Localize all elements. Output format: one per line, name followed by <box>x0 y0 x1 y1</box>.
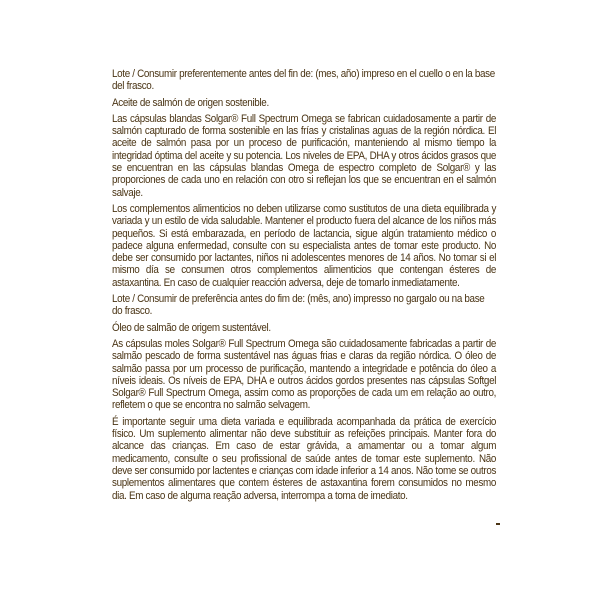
es-lot-note: Lote / Consumir preferentemente antes del fin de: (mes, año) impreso en el cuello o en la base del frasco. <box>112 68 495 93</box>
pt-description: As cápsulas moles Solgar® Full Spectrum Omega são cuidadosamente fabricadas a partir de salmão pescado de forma sustentável nas águas frias e claras da região nórdica. O óleo de salmão passa por um processo de purificação, mantendo a integridade e potência do óleo a níveis ideais. Os níveis de EPA, DHA e outros ácidos gordos presentes nas cápsulas Softgel Solgar® Full Spectrum Omega, assim como as proporções de cada um em relação ao outro, refletem o que se encontra no salmão selvagem. <box>112 337 497 412</box>
es-description: Las cápsulas blandas Solgar® Full Spectrum Omega se fabrican cuidadosamente a partir de salmón capturado de forma sostenible en las frías y cristalinas aguas de la región nórdica. El aceite de salmón pasa por un proceso de purificación, manteniendo al mismo tiempo la integridad óptima del aceite y su potencia. Los niveles de EPA, DHA y otros ácidos grasos que se encuentran en las cápsulas blandas Omega de espectro completo de Solgar® y las proporciones de cada uno en relación con otro si reflejan los que se encuentran en el salmón salvaje. <box>112 112 497 199</box>
dash-mark <box>496 523 500 525</box>
pt-source-heading: Óleo de salmão de origem sustentável. <box>112 321 271 334</box>
es-warnings: Los complementos alimenticios no deben utilizarse como sustitutos de una dieta equilibrada y variada y un estilo de vida saludable. Mantener el producto fuera del alcance de los niños más pequeños. Si está embarazada, en período de lactancia, sigue algún tratamiento médico o padece alguna enfermedad, consulte con su especialista antes de tomar este producto. No debe ser consumido por lactantes, niños ni adolescentes menores de 14 años. No tomar si el mismo día se consumen otros complementos alimenticios que contengan ésteres de astaxantina. En caso de cualquier reacción adversa, deje de tomarlo inmediatamente. <box>112 202 497 289</box>
label-text-block <box>112 68 496 506</box>
pt-lot-note: Lote / Consumir de preferência antes do fim de: (mês, ano) impresso no gargalo ou na base do frasco. <box>112 293 485 318</box>
es-source-heading: Aceite de salmón de origen sostenible. <box>112 96 269 109</box>
pt-warnings: É importante seguir uma dieta variada e equilibrada acompanhada da prática de exercício físico. Um suplemento alimentar não deve substituir as refeições principais. Manter fora do alcance das crianças. Em caso de estar grávida, a amamentar ou a tomar algum medicamento, consulte o seu profissional de saúde antes de tomar este suplemento. Não deve ser consumido por lactentes e crianças com idade inferior a 14 anos. Não tome se outros suplementos alimentares que contem ésteres de astaxantina forem consumidos no mesmo dia. Em caso de alguma reação adversa, interrompa a toma de imediato. <box>112 415 497 502</box>
